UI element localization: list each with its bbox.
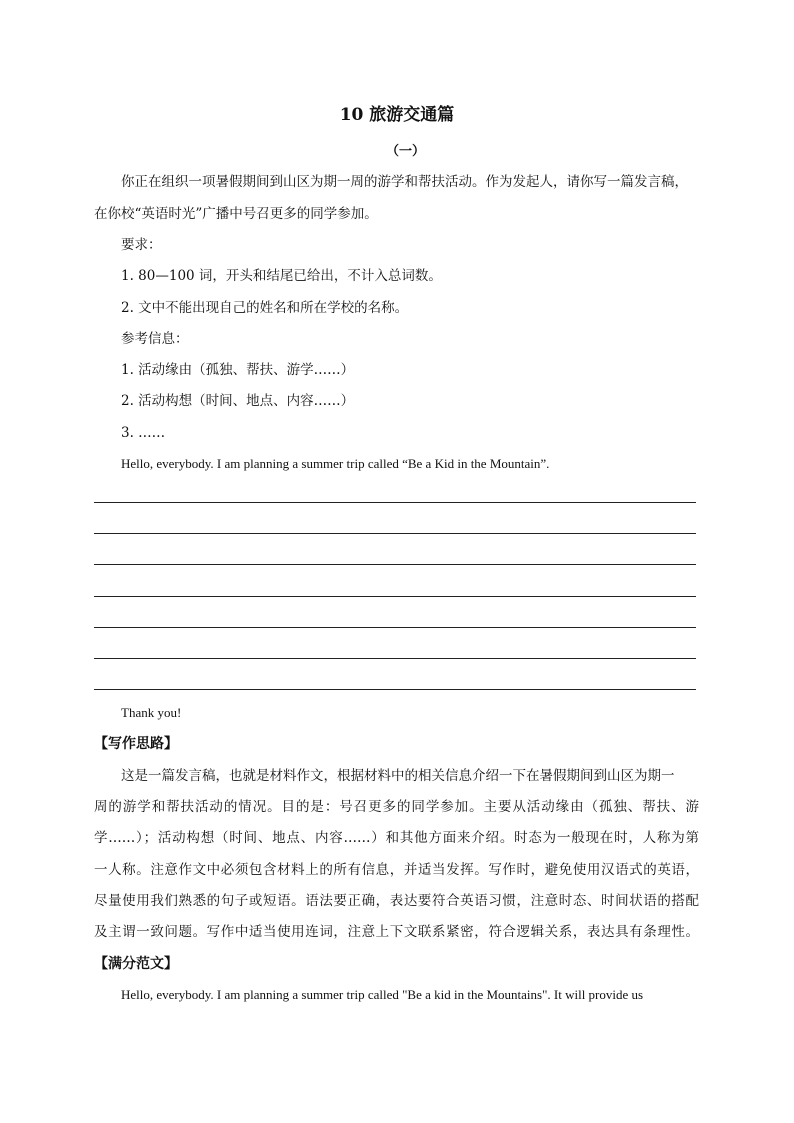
- writing-line: [94, 533, 696, 534]
- writing-idea-line: 尽量使用我们熟悉的句子或短语。语法要正确，表达要符合英语习惯，注意时态、时间状语的搭配: [94, 893, 699, 909]
- writing-idea-heading: 【写作思路】: [94, 736, 178, 752]
- writing-line: [94, 596, 696, 597]
- writing-idea-line: 一人称。注意作文中必须包含材料上的所有信息，并适当发挥。写作时，避免使用汉语式的英语，: [94, 862, 699, 878]
- essay-opening: Hello, everybody. I am planning a summer trip called “Be a Kid in the Mountain”.: [121, 456, 550, 471]
- model-essay-line: Hello, everybody. I am planning a summer trip called "Be a kid in the Mountains". It will provide us: [121, 987, 644, 1002]
- prompt-line-1: 你正在组织一项暑假期间到山区为期一周的游学和帮扶活动。作为发起人，请你写一篇发言稿，: [121, 174, 688, 190]
- section-number: （一）: [385, 144, 425, 159]
- writing-idea-line: 学……）；活动构想（时间、地点、内容……）和其他方面来介绍。时态为一般现在时，人称为第: [94, 830, 699, 846]
- writing-idea-line: 及主谓一致问题。写作中适当使用连词，注意上下文联系紧密，符合逻辑关系，表达具有条理性。: [94, 924, 699, 940]
- reference-label: 参考信息：: [121, 331, 189, 347]
- requirements-label: 要求：: [121, 237, 162, 253]
- writing-line: [94, 627, 696, 628]
- writing-idea-line: 这是一篇发言稿，也就是材料作文，根据材料中的相关信息介绍一下在暑假期间到山区为期一: [121, 768, 675, 784]
- requirement-1: 1. 80—100 词，开头和结尾已给出，不计入总词数。: [121, 268, 442, 284]
- requirement-2: 2. 文中不能出现自己的姓名和所在学校的名称。: [121, 300, 409, 316]
- model-essay-heading: 【满分范文】: [94, 956, 178, 972]
- writing-line: [94, 689, 696, 690]
- writing-line: [94, 502, 696, 503]
- reference-1: 1. 活动缘由（孤独、帮扶、游学……）: [121, 362, 355, 378]
- prompt-line-2: 在你校“英语时光”广播中号召更多的同学参加。: [94, 206, 378, 222]
- writing-idea-line: 周的游学和帮扶活动的情况。目的是：号召更多的同学参加。主要从活动缘由（孤独、帮扶、游: [94, 799, 699, 815]
- writing-line: [94, 658, 696, 659]
- writing-line: [94, 564, 696, 565]
- reference-3: 3. ……: [121, 425, 166, 441]
- page-title: 10 旅游交通篇: [339, 105, 455, 125]
- reference-2: 2. 活动构想（时间、地点、内容……）: [121, 393, 355, 409]
- essay-closing: Thank you!: [121, 705, 182, 720]
